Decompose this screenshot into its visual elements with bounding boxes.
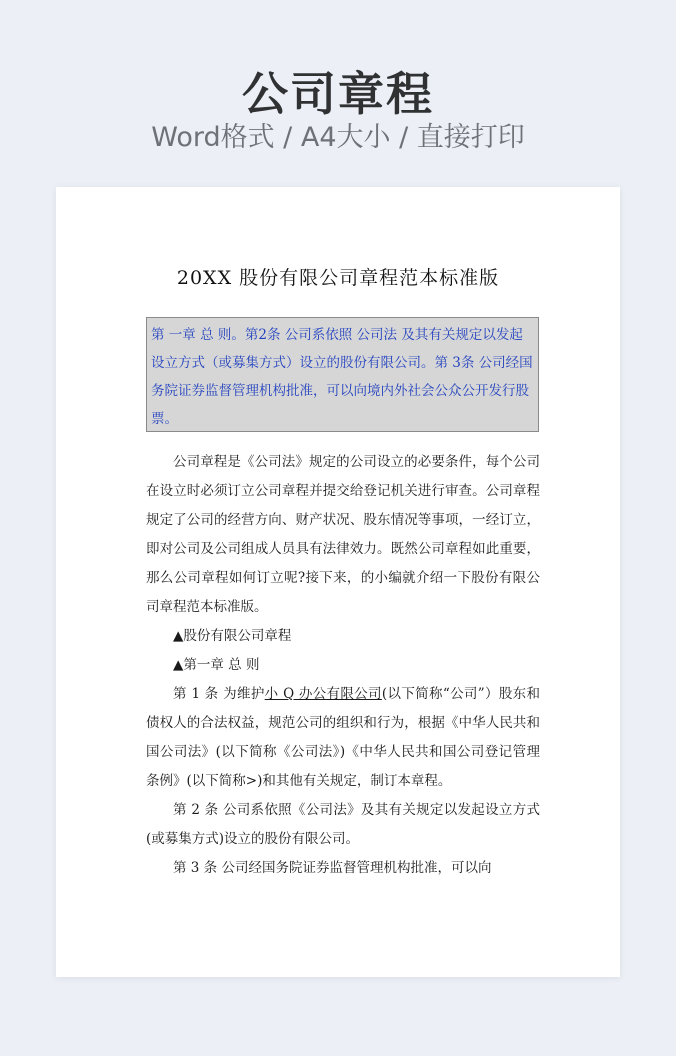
document-title: 20XX 股份有限公司章程范本标准版 bbox=[176, 267, 500, 289]
document-preview bbox=[56, 187, 620, 977]
chapter-heading: ▲第一章 总 则 bbox=[173, 657, 260, 673]
company-name: 小 Q 办公有限公司 bbox=[264, 686, 382, 702]
page-subtitle: Word格式 / A4大小 / 直接打印 bbox=[151, 122, 525, 153]
article-3: 第 3 条 公司经国务院证券监督管理机构批准，可以向 bbox=[173, 860, 492, 876]
intro-paragraph: 公司章程是《公司法》规定的公司设立的必要条件，每个公司在设立时必须订立公司章程并提交给登记机关进行审查。公司章程规定了公司的经营方向、财产状况、股东情况等事项，一经订立，即对公司及公司组成人员具有法律效力。既然公司章程如此重要，那么公司章程如何订立呢?接下来，的小编就介绍一下股份有限公司章程范本标准版。 bbox=[146, 454, 540, 615]
summary-highlight-box: 第 一章 总 则。第2条 公司系依照 公司法 及其有关规定以发起设立方式（或募集方式）设立的股份有限公司。第 3条 公司经国务院证券监督管理机构批准，可以向境内外社会公众公开发行股票。 bbox=[146, 317, 539, 432]
article-1 bbox=[146, 680, 540, 796]
section-heading: ▲股份有限公司章程 bbox=[173, 628, 292, 644]
document-body bbox=[146, 448, 540, 883]
page-title: 公司章程 bbox=[242, 67, 434, 121]
article-1-text: (以下简称“公司”）股东和债权人的合法权益，规范公司的组织和行为，根据《中华人民共和国公司法》(以下简称《公司法》)《中华人民共和国公司登记管理条例》(以下简称>)和其他有关规定，制订本章程。 bbox=[146, 686, 540, 789]
article-2: 第 2 条 公司系依照《公司法》及其有关规定以发起设立方式(或募集方式)设立的股份有限公司。 bbox=[146, 802, 540, 847]
article-1-prefix: 第 1 条 为维护 bbox=[173, 686, 265, 702]
